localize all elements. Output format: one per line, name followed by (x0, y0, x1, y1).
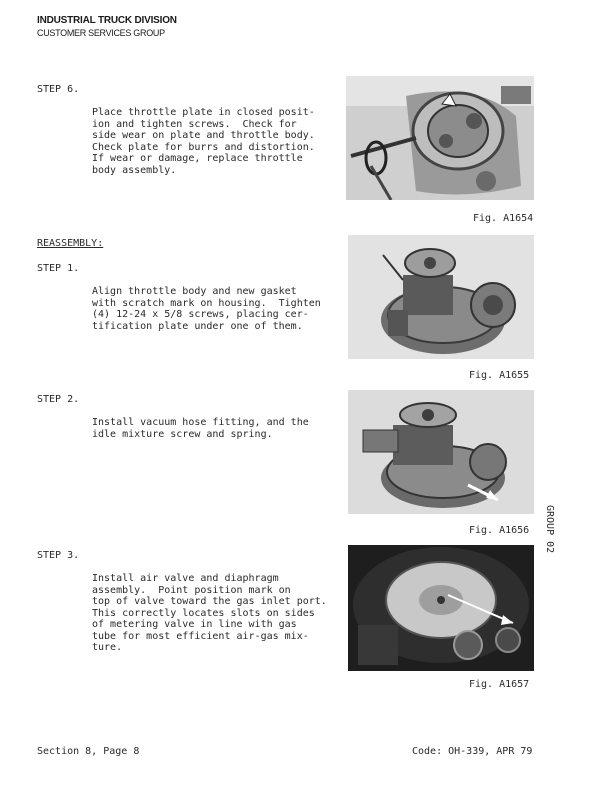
footer-section-page: Section 8, Page 8 (37, 746, 140, 757)
fig-caption-a1657: Fig. A1657 (469, 679, 530, 690)
step-1-label: STEP 1. (37, 263, 80, 274)
footer-code: Code: OH-339, APR 79 (412, 746, 533, 757)
fig-caption-a1654: Fig. A1654 (473, 213, 534, 224)
step-1-text: Align throttle body and new gasket with scratch mark on housing. Tighten (4) 12-24 x 5/8 screws, placing cer- tification plate under one of them. (92, 286, 321, 332)
step-3-label: STEP 3. (37, 550, 80, 561)
photo-fig-a1655 (348, 235, 534, 359)
fig-caption-a1655: Fig. A1655 (469, 370, 530, 381)
group-side-tab: GROUP 02 (544, 505, 555, 554)
step-6-text: Place throttle plate in closed posit- ion and tighten screws. Check for side wear on plate and throttle body. Check plate for burrs and distortion. If wear or damage, replace throttle body assembly. (92, 107, 315, 176)
photo-fig-a1657 (348, 545, 534, 671)
step-2-label: STEP 2. (37, 394, 80, 405)
step-6-label: STEP 6. (37, 84, 80, 95)
fig-caption-a1656: Fig. A1656 (469, 525, 530, 536)
division-title: INDUSTRIAL TRUCK DIVISION (37, 15, 177, 26)
group-subtitle: CUSTOMER SERVICES GROUP (37, 28, 165, 38)
reassembly-heading: REASSEMBLY: (37, 238, 104, 249)
photo-fig-a1654 (346, 76, 534, 200)
step-2-text: Install vacuum hose fitting, and the idle mixture screw and spring. (92, 417, 309, 440)
step-3-text: Install air valve and diaphragm assembly. Point position mark on top of valve toward the gas inlet port. This correctly locates slots on sides of metering valve in line with gas tube for most efficient air-gas mix- ture. (92, 573, 327, 653)
photo-fig-a1656 (348, 390, 534, 514)
